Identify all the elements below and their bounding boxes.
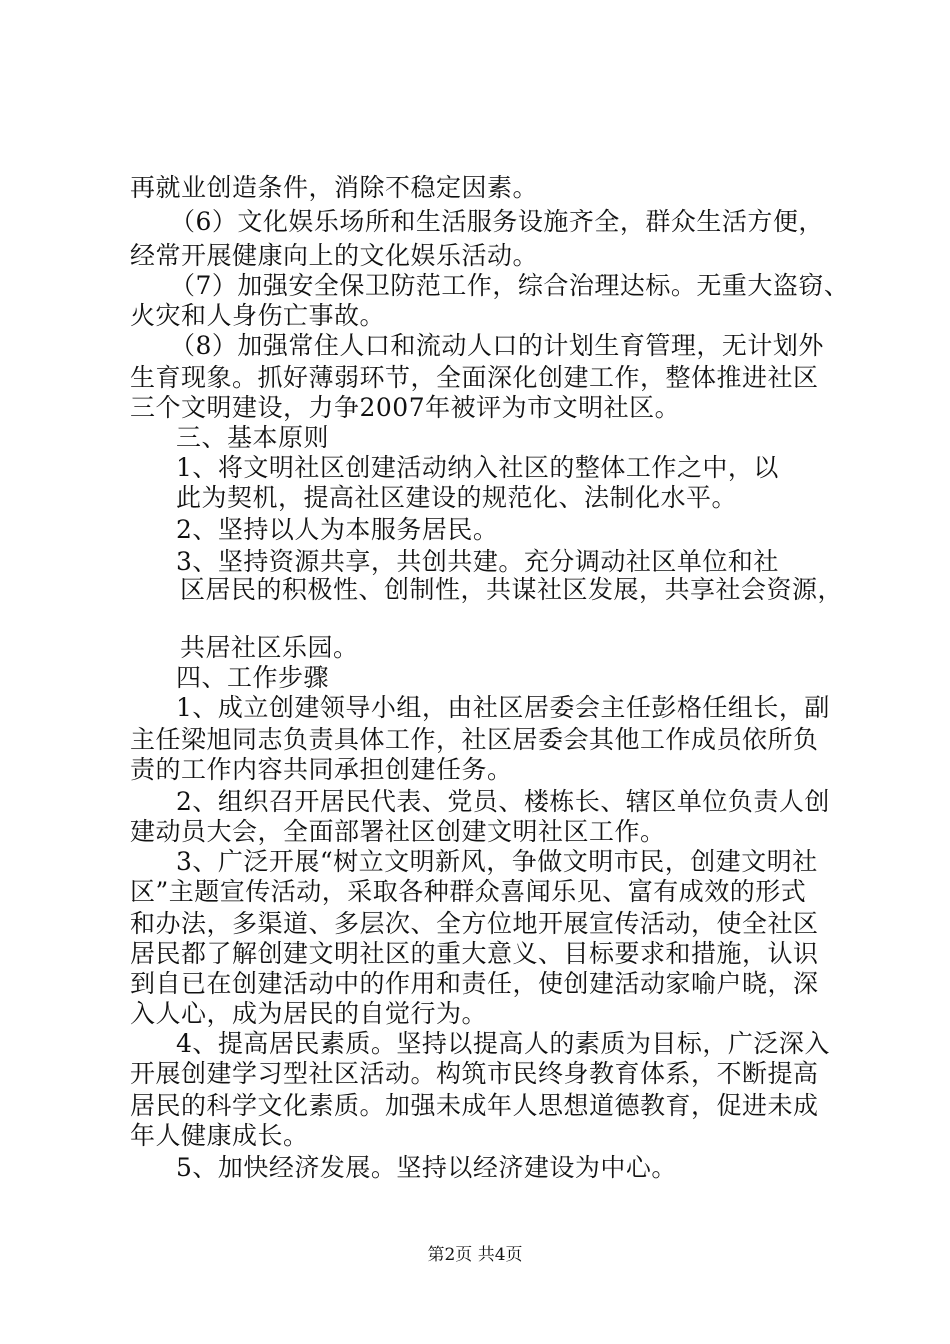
text-line: 三个文明建设，力争2007年被评为市文明社区。 — [130, 393, 681, 422]
text-line: 主任梁旭同志负责具体工作，社区居委会其他工作成员依所负 — [130, 725, 819, 754]
text-line: （6）文化娱乐场所和生活服务设施齐全，群众生活方便， — [170, 207, 824, 236]
text-line: 3、广泛开展“树立文明新风，争做文明市民，创建文明社 — [176, 847, 818, 876]
text-line: （7）加强安全保卫防范工作，综合治理达标。无重大盗窃、 — [170, 271, 850, 300]
text-line: 建动员大会，全面部署社区创建文明社区工作。 — [130, 817, 666, 846]
text-line: 和办法，多渠道、多层次、全方位地开展宣传活动，使全社区 — [130, 909, 819, 938]
section-heading: 三、基本原则 — [176, 423, 330, 452]
text-line: 3、坚持资源共享，共创共建。充分调动社区单位和社 — [176, 547, 779, 576]
text-line: 1、将文明社区创建活动纳入社区的整体工作之中，以 — [176, 453, 779, 482]
section-heading: 四、工作步骤 — [176, 663, 330, 692]
text-line: 到自已在创建活动中的作用和责任，使创建活动家喻户晓，深 — [130, 969, 819, 998]
text-line: 年人健康成长。 — [130, 1121, 309, 1150]
text-line: 2、坚持以人为本服务居民。 — [176, 515, 499, 544]
text-line: 区”主题宣传活动，采取各种群众喜闻乐见、富有成效的形式 — [130, 877, 807, 906]
text-line: 1、成立创建领导小组，由社区居委会主任彭格任组长，副 — [176, 693, 830, 722]
text-line: 2、组织召开居民代表、党员、楼栋长、辖区单位负责人创 — [176, 787, 830, 816]
text-line: 经常开展健康向上的文化娱乐活动。 — [130, 241, 539, 270]
text-line: （8）加强常住人口和流动人口的计划生育管理，无计划外 — [170, 331, 824, 360]
page-number-footer: 第2页 共4页 — [427, 1245, 523, 1265]
text-line: 责的工作内容共同承担创建任务。 — [130, 755, 513, 784]
text-line: 入人心，成为居民的自觉行为。 — [130, 999, 488, 1028]
text-line: 居民的科学文化素质。加强未成年人思想道德教育，促进未成 — [130, 1091, 819, 1120]
text-line: 开展创建学习型社区活动。构筑市民终身教育体系，不断提高 — [130, 1059, 819, 1088]
text-line: 5、加快经济发展。坚持以经济建设为中心。 — [176, 1153, 677, 1182]
text-line: 此为契机，提高社区建设的规范化、法制化水平。 — [176, 483, 738, 512]
text-line: 区居民的积极性、创制性，共谋社区发展，共享社会资源， — [180, 575, 844, 604]
text-line: 再就业创造条件，消除不稳定因素。 — [130, 173, 539, 202]
text-line: 生育现象。抓好薄弱环节，全面深化创建工作，整体推进社区 — [130, 363, 819, 392]
text-line: 共居社区乐园。 — [180, 633, 359, 662]
text-line: 4、提高居民素质。坚持以提高人的素质为目标，广泛深入 — [176, 1029, 830, 1058]
text-line: 火灾和人身伤亡事故。 — [130, 301, 386, 330]
text-line: 居民都了解创建文明社区的重大意义、目标要求和措施，认识 — [130, 939, 819, 968]
